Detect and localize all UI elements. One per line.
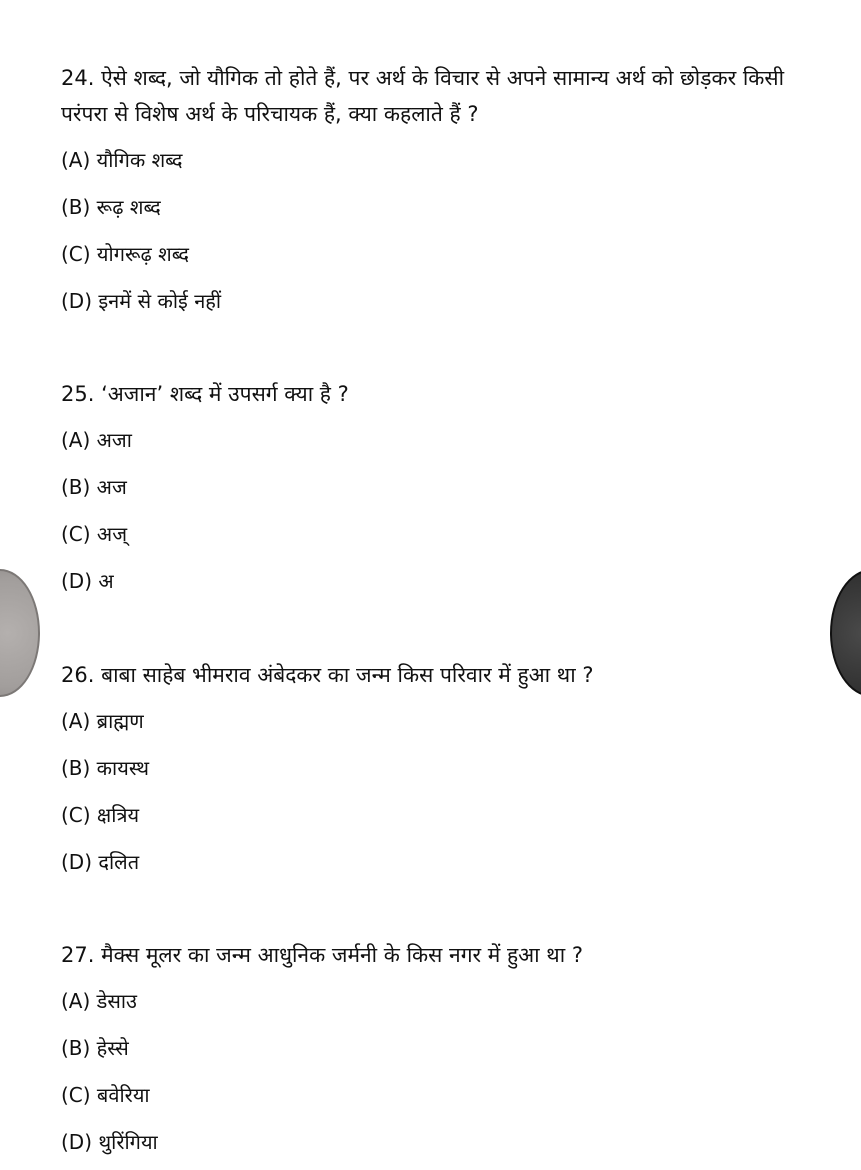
option-d: (D) इनमें से कोई नहीं <box>61 289 222 313</box>
option-a: (A) अजा <box>61 428 132 452</box>
option-a: (A) ब्राह्मण <box>61 709 144 733</box>
option-list <box>61 698 791 886</box>
option-c: (C) बवेरिया <box>61 1083 150 1107</box>
option-c: (C) अज् <box>61 522 128 546</box>
question-text: 26. बाबा साहेब भीमराव अंबेदकर का जन्म किस परिवार में हुआ था ? <box>61 663 594 687</box>
option-b: (B) अज <box>61 475 127 499</box>
next-page-button[interactable] <box>830 569 861 697</box>
option-c: (C) योगरूढ़ शब्द <box>61 242 190 266</box>
option-d: (D) दलित <box>61 850 140 874</box>
option-list <box>61 137 791 325</box>
option-c: (C) क्षत्रिय <box>61 803 140 827</box>
option-list <box>61 978 791 1166</box>
option-b: (B) हेस्से <box>61 1036 129 1060</box>
question-26 <box>61 657 791 886</box>
question-text: 27. मैक्स मूलर का जन्म आधुनिक जर्मनी के किस नगर में हुआ था ? <box>61 943 583 967</box>
question-24 <box>61 60 791 325</box>
option-list <box>61 417 791 605</box>
question-text: 24. ऐसे शब्द, जो यौगिक तो होते हैं, पर अर्थ के विचार से अपने सामान्य अर्थ को छोड़कर किसी परंपरा से विशेष अर्थ के परिचायक हैं, क्या कहलाते हैं ? <box>61 66 785 126</box>
option-b: (B) रूढ़ शब्द <box>61 195 161 219</box>
option-d: (D) थुरिंगिया <box>61 1130 158 1154</box>
option-a: (A) डेसाउ <box>61 989 138 1013</box>
question-27 <box>61 937 791 1166</box>
option-d: (D) अ <box>61 569 114 593</box>
previous-page-button[interactable] <box>0 569 40 697</box>
option-b: (B) कायस्थ <box>61 756 149 780</box>
question-text: 25. ‘अजान’ शब्द में उपसर्ग क्या है ? <box>61 382 349 406</box>
option-a: (A) यौगिक शब्द <box>61 148 183 172</box>
question-25 <box>61 376 791 605</box>
